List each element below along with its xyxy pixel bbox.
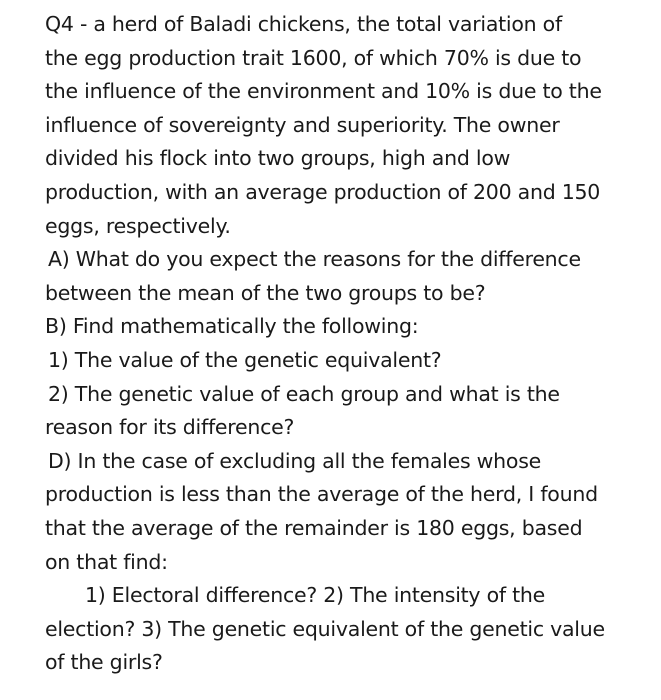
sub-question-line: 1) Electoral difference? 2) The intensity of the: [85, 583, 546, 608]
text-line: production, with an average production of 200 and 150: [45, 179, 601, 204]
text-line: reason for its difference?: [45, 415, 295, 440]
text-line: on that find:: [45, 549, 168, 574]
text-line: Q4 - a herd of Baladi chickens, the total variation of: [45, 12, 562, 36]
question-text-block: [45, 8, 645, 680]
text-line: between the mean of the two groups to be?: [45, 280, 486, 305]
sub-question-line: 1) The value of the genetic equivalent?: [48, 347, 442, 372]
sub-question-line: 2) The genetic value of each group and what is the: [48, 381, 560, 406]
text-line: election? 3) The genetic equivalent of the genetic value: [45, 616, 605, 641]
text-line: production is less than the average of the herd, I found: [45, 482, 598, 507]
part-d-line: D) In the case of excluding all the females whose: [48, 448, 541, 473]
text-line: influence of sovereignty and superiority. The owner: [45, 112, 560, 137]
part-a-line: A) What do you expect the reasons for the difference: [48, 247, 581, 272]
text-line: of the girls?: [45, 650, 163, 675]
part-b-line: B) Find mathematically the following:: [45, 314, 419, 339]
text-line: eggs, respectively.: [45, 213, 231, 238]
text-line: that the average of the remainder is 180 eggs, based: [45, 515, 583, 540]
text-line: divided his flock into two groups, high and low: [45, 146, 511, 171]
text-line: the influence of the environment and 10% is due to the: [45, 79, 602, 104]
text-line: the egg production trait 1600, of which 70% is due to: [45, 45, 582, 70]
